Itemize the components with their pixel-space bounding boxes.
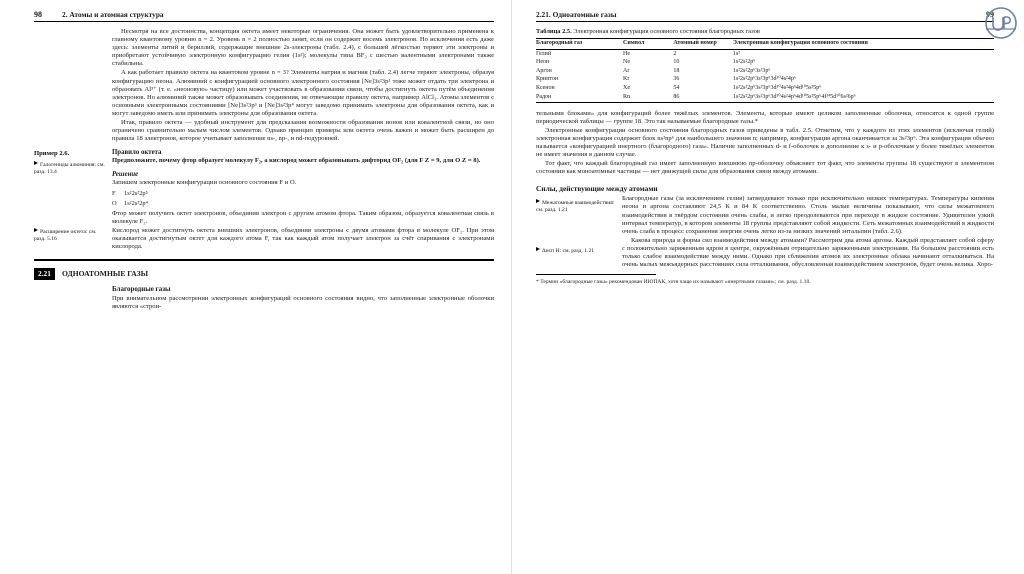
margin-note-interatomic [536, 199, 616, 213]
example-block [34, 149, 494, 251]
margin-note-enthalpy [536, 247, 616, 255]
table-row [536, 67, 994, 76]
right-head-rule [536, 21, 994, 22]
col-header-symbol: Символ [623, 39, 645, 46]
paragraph: Благородные газы (за исключением гелия) затвердевают только при исключительно низких температурах. Температуры кипения неона и аргона составляют 24,5 К и 84 К соответственно. Столь малые величины показывают, что силы межатомного взаимодействия в твёрдом состоянии очень слабы, и легко преодолеваются при переходе в жидкое состояние. Удивителен узкий интервал температур, в котором элементы 18 группы представляют собой жидкости. Сеть межатомных взаимодействий в жидкости очень слаба в процесс сохранения энергии очень легко из-за низких значений энтальпии (табл. 2.6). [622, 195, 994, 235]
formula-config: 1s²2s²2p⁵ [124, 189, 148, 197]
margin-note-text: Расширение октета: см. разд. 5.16 [34, 229, 97, 242]
table-caption [536, 28, 994, 36]
cell-config: 1s²2s²2p⁶3s²3p⁶3d¹⁰4s²4p⁶4d¹⁰5s²5p⁶4f¹⁴5d¹⁰6s²6p⁶ [732, 93, 856, 100]
cell-number: 10 [673, 59, 680, 66]
formula-symbol: F [112, 189, 116, 197]
cell-symbol: Ar [623, 67, 630, 74]
cell-symbol: Xe [623, 84, 631, 91]
paragraph: А как работает правило октета на квантовом уровне n = 3? Элементы натрия и магния (табл. 2.4) легче теряют электроны, образуя конфигурацию неона. Алюминий с конфигурацией основного электронного состояния [Ne]3s²3p¹ тоже может отдать три электрона и образовать Al³⁺ (т. е. «неоновую» частицу) или может участвовать в образовании связи, чтобы достигнуть октета путём объединения электронов. Но алюминий также может образовывать соединения, не отвечающие правилу октета, например AlCl₃. Атомы элементов с основными электронными состояниями [Ne]3s²3p³ и [Ne]3s²3p⁴ могут заведомо принимать электроны для образования октета, как и могут заведомо иметь или принимать электроны для образования октета. [112, 69, 494, 117]
cell-gas: Неон [536, 59, 550, 66]
paragraph: Несмотря на все достоинства, концепция октета имеет некоторые ограничения. Она может быть удовлетворительно применена к главному квантовому уровню n = 2. Уровень n = 2 полностью занят, если он содержит восемь электронов. Но исключения есть даже здесь: элементы литий и бериллий, содержащие внешние 2s-электроны (табл. 2.4), с большей лёгкостью теряют эти электроны и приобретают устойчивую электронную конфигурацию гелия (1s²); молекулы типа BF₃ с шестью валентными электронами также стабильны. [112, 28, 494, 68]
left-running-head [34, 10, 494, 19]
left-running-title: 2. Атомы и атомная структура [62, 10, 164, 19]
cell-config: 1s² [732, 50, 741, 57]
paragraph: Какова природа и форма сил взаимодействия между атомами? Рассмотрим два атома аргона. Каждый представляет собой сферу с положительно заряженным ядром в центре, окружённым отрицательно заряженными электронами. На большом расстоянии есть только слабое взаимодействие между ними. Однако при сближении атомов их электронные облака начинают отталкиваться. На очень малых межъядерных расстояниях сила отталкивания, обусловленная взаимодействием электронов, будет очень велика. Хоро- [622, 236, 994, 269]
cell-config: 1s²2s²2p⁶3s²3p⁶3d¹⁰4s²4p⁶4d¹⁰5s²5p⁶ [732, 84, 822, 91]
cell-gas: Гелий [536, 50, 552, 57]
margin-note-text: Галогениды алюминия: см. разд. 13.4 [34, 162, 105, 175]
solution-text: Фтор может получить октет электронов, объединив электрон с другим атомом фтора. Таким образом, образуется ковалентная связь в молекуле F₂. [112, 209, 494, 225]
cell-config: 1s²2s²2p⁶3s²3p⁶3d¹⁰4s²4p⁶ [732, 76, 796, 83]
formula-config: 1s²2s²2p⁴ [124, 199, 148, 207]
footnote: * Термин «благородные газы» рекомендован ИЮПАК, хотя чаще их называют «инертными газами»; см. разд. 1.10. [536, 279, 811, 286]
cell-number: 36 [673, 76, 680, 83]
cell-gas: Аргон [536, 67, 552, 74]
cell-config: 1s²2s²2p⁶3s²3p⁶ [732, 67, 771, 74]
table-row [536, 84, 994, 93]
footnote-rule [536, 274, 656, 275]
example-title: Правило октета [112, 149, 162, 157]
left-head-rule [34, 21, 494, 22]
subsection-heading-forces: Силы, действующие между атомами [536, 184, 658, 194]
col-header-gas: Благородный газ [536, 39, 583, 46]
example-task: Предположите, почему фтор образует молекулу F₂, а кислород может образовывать дифторид OF₂ (для F Z = 9, для O Z = 8). [112, 157, 481, 165]
paragraph: При внимательном рассмотрении электронных конфигураций основного состояния видно, что заполненные электронные оболочки являются «строи- [112, 294, 494, 311]
formula-line [112, 190, 494, 198]
right-column [536, 110, 994, 270]
cell-symbol: Rn [623, 93, 631, 100]
cell-number: 86 [673, 93, 680, 100]
subsection-heading: Благородные газы [112, 284, 171, 293]
table-row [536, 93, 994, 102]
solution-text: Кислород может достигнуть октета внешних электронов, объединив электроны с двумя атомами фтора в молекуле OF₂. При этом оказывается достигнутым октет для каждого атома F, так как каждый атом получает электрон за счёт спаривания с электронами кислорода. [112, 226, 494, 250]
table-row [536, 76, 994, 85]
right-body-bottom [622, 195, 994, 269]
margin-note-text: Межатомные взаимодействия: см. разд. 1.21 [536, 200, 615, 213]
table-row [536, 59, 994, 68]
section-title: ОДНОАТОМНЫЕ ГАЗЫ [61, 268, 149, 278]
cell-number: 2 [673, 50, 677, 57]
publisher-logo-icon [984, 6, 1018, 40]
cell-gas: Криптон [536, 76, 559, 83]
formula-symbol: O [112, 199, 117, 207]
paragraph: Тот факт, что каждый благородный газ имеет заполненную внешнюю np-оболочку объясняет тот факт, что элементы группы 18 существуют в элементном состоянии как моноатомные частицы — нет движущей силы для образования связи между атомами. [536, 160, 994, 176]
solution-head: Решение [112, 171, 139, 179]
example-label: Пример 2.6. [34, 150, 70, 158]
margin-note-text: Δисп Н: см. разд. 1.21 [542, 248, 595, 255]
cell-gas: Ксенон [536, 84, 555, 91]
section-heading [34, 268, 494, 280]
right-page [512, 0, 1024, 574]
left-folio: 98 [34, 10, 42, 19]
section-body [112, 285, 494, 311]
col-header-config: Электронная конфигурация основного состояния [732, 39, 868, 46]
table-caption-text: Электронная конфигурация основного состояния благородных газов [573, 28, 760, 35]
cell-symbol: Ne [623, 59, 631, 66]
cell-number: 54 [673, 84, 680, 91]
cell-number: 18 [673, 67, 680, 74]
table-row [536, 50, 994, 59]
cell-config: 1s²2s²2p⁶ [732, 59, 756, 66]
right-body-top [536, 110, 994, 177]
table-caption-label: Таблица 2.5. [536, 28, 572, 35]
right-running-head [536, 10, 994, 19]
solution-intro: Запишем электронные конфигурации основного состояния F и O. [112, 179, 297, 187]
col-header-number: Атомный номер [673, 39, 717, 46]
cell-symbol: He [623, 50, 631, 57]
cell-symbol: Kr [623, 76, 630, 83]
formula-line [112, 200, 494, 208]
section-number: 2.21 [34, 268, 55, 280]
section-divider [34, 259, 494, 261]
cell-gas: Радон [536, 93, 552, 100]
paragraph: Итак, правило октета — удобный инструмент для предсказания возможности образования ионов или ковалентной связи, но оно ограничено сравнительно малым числом элементов. Однако принцип примеры или октета очень важен и может быть расширен до правила 18 электронов, которое учитывает заполнение ns-, np-, и nd-подуровней. [112, 119, 494, 143]
noble-gas-table [536, 38, 994, 103]
left-body [112, 28, 494, 143]
table-header-row [536, 38, 994, 49]
paragraph: Электронные конфигурации основного состояния благородных газов приведены в табл. 2.5. Отметим, что у каждого из этих элементов (исключая гелий) электронная конфигурация содержит блок ns²np⁶ для наибольшего значения n; например, конфигурация аргона оканчивается за 3s²3p⁶. Эта конфигурация обычно называется «конфигурацией инертного (благородного) газа». Наличие заполненных d- и f-оболочек в дополнение к s- и p-оболочкам у более тяжёлых элементов не имеет значения в данном случае. [536, 126, 994, 159]
right-folio: 99 [986, 10, 994, 19]
triangle-marker-icon [536, 199, 540, 203]
paragraph: тельными блоками» для конфигураций более тяжёлых элементов. Элементы, которые имеют целиком заполненные оболочки, относятся к одной группе периодической таблицы — группе 18. Это так называемые благородные газы.* [536, 109, 994, 125]
triangle-marker-icon [536, 247, 540, 251]
right-running-title: 2.21. Одноатомные газы [536, 10, 617, 19]
